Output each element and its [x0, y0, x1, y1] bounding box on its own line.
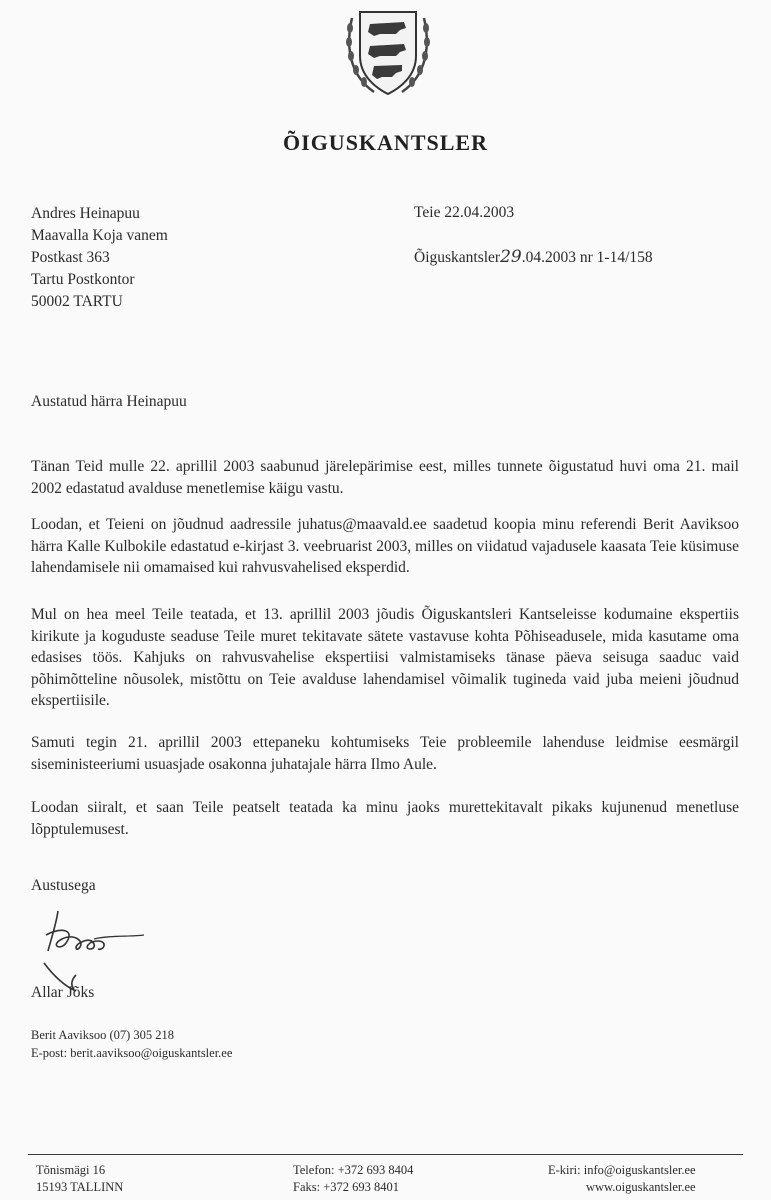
recipient-line: 50002 TARTU [31, 293, 123, 310]
footer-city: 15193 TALLINN [36, 1180, 124, 1194]
body-paragraph: Loodan, et Teieni on jõudnud aadressile juhatus@maavald.ee saadetud koopia minu referendi Berit Aaviksoo härra Kalle Kulbokile edastatud e-kirjast 3. veebruarist 2003, milles on viidatud vajadusele kaasata Teie küsimuse lahendamisele nii omamaised kui rahvusvahelised eksperdid. [31, 516, 739, 576]
footer-phone-fax [293, 1162, 413, 1196]
footer-address [36, 1162, 123, 1196]
recipient-line: Maavalla Koja vanem [31, 227, 168, 244]
recipient-line: Postkast 363 [31, 249, 110, 266]
body-paragraph: Loodan siiralt, et saan Teile peatselt teatada ka minu jaoks murettekitavalt pikaks kujunenud menetluse lõpptulemusest. [31, 799, 739, 838]
recipient-line: Andres Heinapuu [31, 205, 140, 222]
page-title: ÕIGUSKANTSLER [283, 130, 488, 155]
footer-email: E-kiri: info@oiguskantsler.ee [548, 1163, 696, 1177]
handwritten-signature [36, 905, 156, 995]
your-reference: Teie 22.04.2003 [414, 204, 515, 221]
closing: Austusega [31, 877, 96, 894]
contact-person [31, 1026, 232, 1062]
handwritten-day: 29 [500, 247, 522, 267]
footer-divider [28, 1154, 743, 1155]
coat-of-arms-three-lions-icon [344, 4, 432, 100]
body-paragraph: Samuti tegin 21. aprillil 2003 ettepaneku kohtumiseks Teie probleemile lahenduse leidmise eesmärgil siseministeeriumi usuasjade osakonna juhatajale härra Ilmo Aule. [31, 734, 739, 773]
recipient-line: Tartu Postkontor [31, 271, 135, 288]
signer-name: Allar Jõks [31, 984, 95, 1001]
footer-fax: Faks: +372 693 8401 [293, 1180, 400, 1194]
contact-line: Berit Aaviksoo (07) 305 218 [31, 1028, 175, 1042]
recipient-address [31, 203, 168, 313]
body-paragraph: Mul on hea meel Teile teatada, et 13. aprillil 2003 jõudis Õiguskantsleri Kantseleisse kodumaine ekspertiis kirikute ja koguduste seaduse Teile muret tekitavate sätete vastavuse kohta Põhiseadusele, mida kasutame oma edasises töös. Kahjuks on rahvusvahelise ekspertiisi valmistamiseks tänase päeva seisuga saaduc vaid põhimõtteline nõusolek, mistõttu on Teie avalduse lahendamisel võimalik tugineda vaid juba meieni jõudnud ekspertiisile. [31, 606, 739, 709]
footer-web: www.oiguskantsler.ee [586, 1180, 696, 1194]
body-paragraph: Tänan Teid mulle 22. aprillil 2003 saabunud järelepärimise eest, milles tunnete õigustatud huvi oma 21. mail 2002 edastatud avalduse menetlemise käigu vastu. [31, 458, 739, 497]
salutation: Austatud härra Heinapuu [31, 393, 187, 410]
our-reference [414, 247, 653, 267]
footer-online [548, 1162, 696, 1196]
footer-street: Tõnismägi 16 [36, 1163, 106, 1177]
our-reference-suffix: .04.2003 nr 1-14/158 [521, 249, 653, 266]
contact-email: E-post: berit.aaviksoo@oiguskantsler.ee [31, 1046, 233, 1060]
footer-phone: Telefon: +372 693 8404 [293, 1163, 414, 1177]
our-reference-prefix: Õiguskantsler [414, 249, 501, 266]
